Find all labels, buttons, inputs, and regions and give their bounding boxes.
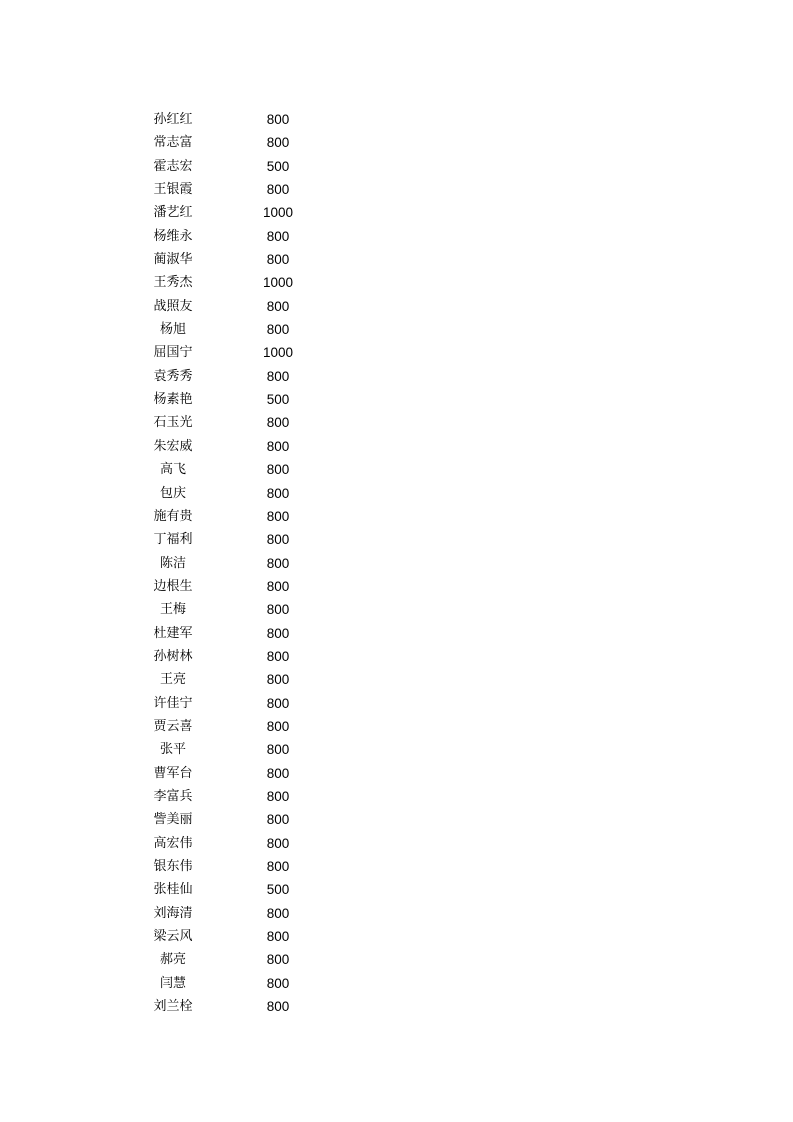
person-name: 孙红红 (153, 112, 193, 127)
amount-value: 800 (266, 859, 290, 874)
list-row (133, 575, 333, 598)
person-name: 石玉光 (153, 415, 193, 431)
amount-value: 800 (266, 788, 290, 804)
list-row (133, 995, 333, 1018)
list-row (133, 948, 333, 971)
person-name: 梁云风 (153, 929, 193, 945)
amount-value: 800 (266, 835, 290, 851)
list-row (133, 458, 333, 481)
list-row (133, 972, 333, 995)
person-name: 杨素艳 (153, 392, 193, 408)
person-name: 霍志宏 (153, 158, 193, 174)
amount-value: 800 (266, 742, 290, 758)
amount-value: 800 (266, 252, 290, 268)
list-row (133, 318, 333, 341)
amount-value: 1000 (262, 205, 294, 221)
list-row (133, 505, 333, 528)
person-name: 王梅 (159, 602, 186, 618)
amount-value: 800 (266, 298, 290, 314)
amount-value: 800 (266, 952, 290, 968)
person-name: 张平 (159, 742, 186, 758)
amount-value: 800 (266, 368, 290, 384)
list-row (133, 808, 333, 831)
list-row (133, 248, 333, 271)
amount-value: 800 (266, 905, 290, 921)
amount-value: 800 (266, 999, 290, 1015)
person-name: 李富兵 (153, 788, 193, 804)
amount-value: 1000 (262, 275, 294, 291)
person-name: 银东伟 (153, 859, 193, 874)
person-name: 边根生 (153, 578, 193, 594)
person-name: 孙树林 (153, 648, 193, 664)
person-name: 訾美丽 (153, 812, 193, 828)
person-name: 刘兰栓 (153, 999, 193, 1015)
list-row (133, 902, 333, 925)
person-name: 施有贵 (153, 508, 193, 524)
person-name: 屈国宁 (153, 345, 193, 361)
person-name: 许佳宁 (153, 695, 193, 711)
person-name: 王秀杰 (153, 275, 193, 291)
list-row (133, 668, 333, 691)
person-name: 常志富 (153, 135, 193, 151)
amount-value: 800 (266, 812, 290, 828)
person-name: 蔺淑华 (153, 252, 193, 268)
amount-value: 800 (266, 462, 290, 478)
name-amount-list (133, 108, 333, 1018)
list-row (133, 131, 333, 154)
list-row (133, 295, 333, 318)
amount-value: 800 (266, 975, 290, 991)
list-row (133, 598, 333, 621)
amount-value: 800 (266, 578, 290, 594)
list-row (133, 201, 333, 224)
list-row (133, 715, 333, 738)
person-name: 陈洁 (159, 555, 186, 571)
amount-value: 1000 (262, 345, 294, 361)
list-row (133, 878, 333, 901)
list-row (133, 622, 333, 645)
person-name: 杜建军 (153, 625, 193, 641)
amount-value: 500 (266, 158, 290, 174)
list-row (133, 855, 333, 878)
person-name: 王银霞 (153, 182, 193, 198)
list-row (133, 552, 333, 575)
amount-value: 800 (266, 648, 290, 664)
person-name: 潘艺红 (153, 205, 193, 221)
list-row (133, 645, 333, 668)
person-name: 王亮 (159, 672, 186, 688)
amount-value: 800 (266, 228, 290, 244)
list-row (133, 365, 333, 388)
list-row (133, 155, 333, 178)
amount-value: 800 (266, 625, 290, 641)
amount-value: 800 (266, 322, 290, 338)
list-row (133, 762, 333, 785)
amount-value: 800 (266, 765, 290, 781)
amount-value: 800 (266, 508, 290, 524)
amount-value: 800 (266, 929, 290, 945)
amount-value: 800 (266, 135, 290, 151)
person-name: 高飞 (159, 462, 186, 478)
list-row (133, 271, 333, 294)
person-name: 战照友 (153, 298, 193, 314)
amount-value: 500 (266, 882, 290, 898)
person-name: 贾云喜 (153, 718, 193, 734)
person-name: 郝亮 (159, 952, 186, 968)
list-row (133, 832, 333, 855)
amount-value: 500 (266, 392, 290, 408)
person-name: 袁秀秀 (153, 368, 193, 384)
person-name: 张桂仙 (153, 882, 193, 898)
list-row (133, 178, 333, 201)
list-row (133, 528, 333, 551)
list-row (133, 435, 333, 458)
list-row (133, 341, 333, 364)
person-name: 闫慧 (159, 975, 186, 991)
amount-value: 800 (266, 485, 290, 501)
person-name: 丁福利 (153, 532, 193, 548)
amount-value: 800 (266, 695, 290, 711)
person-name: 曹军台 (153, 765, 193, 781)
list-row (133, 388, 333, 411)
person-name: 朱宏威 (153, 438, 193, 454)
list-row (133, 482, 333, 505)
amount-value: 800 (266, 532, 290, 548)
amount-value: 800 (266, 438, 290, 454)
person-name: 杨维永 (153, 228, 193, 244)
list-row (133, 411, 333, 434)
list-row (133, 108, 333, 131)
person-name: 高宏伟 (153, 835, 193, 851)
person-name: 刘海清 (153, 905, 193, 921)
list-row (133, 925, 333, 948)
list-row (133, 692, 333, 715)
amount-value: 800 (266, 182, 290, 198)
list-row (133, 785, 333, 808)
amount-value: 800 (266, 415, 290, 431)
list-row (133, 225, 333, 248)
amount-value: 800 (266, 602, 290, 618)
person-name: 杨旭 (159, 322, 186, 338)
person-name: 包庆 (159, 485, 186, 501)
amount-value: 800 (266, 672, 290, 688)
list-row (133, 738, 333, 761)
amount-value: 800 (266, 718, 290, 734)
amount-value: 800 (266, 112, 290, 127)
amount-value: 800 (266, 555, 290, 571)
